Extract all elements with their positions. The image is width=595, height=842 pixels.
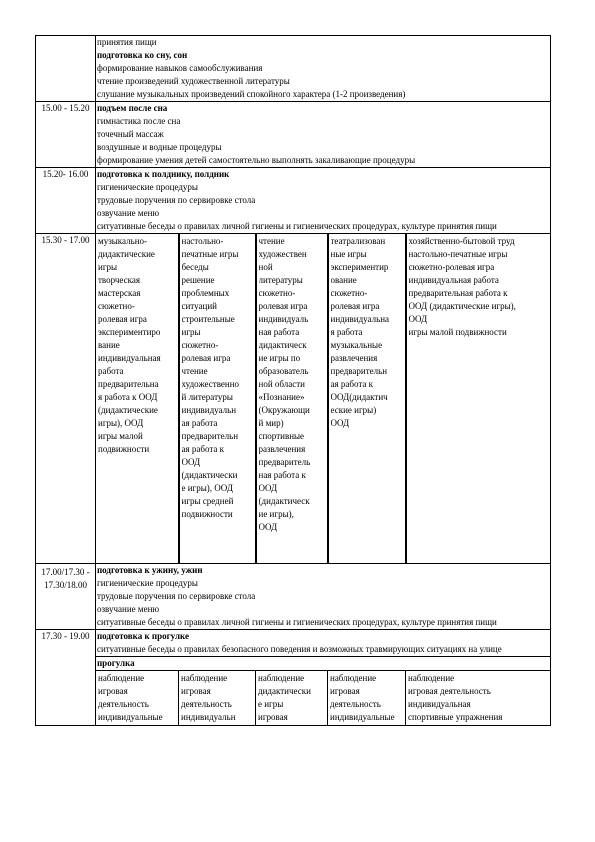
column-line: художествен	[258, 249, 307, 259]
column-line: индивидуальная	[408, 699, 471, 709]
row-walk-prep	[36, 630, 551, 657]
column-line: театрализован	[330, 236, 386, 246]
column-line: художественно	[181, 379, 240, 389]
column-line: ООД	[181, 457, 201, 467]
column-line: ролевая игра	[258, 301, 308, 311]
column-line: сюжетно-	[181, 340, 219, 350]
column-line: литературы	[258, 275, 303, 285]
column-line: предварительная работа к	[408, 288, 508, 298]
column-line: ие игры по	[258, 353, 301, 363]
column-line: игры малой подвижности	[408, 327, 507, 337]
column-line: предварительн	[181, 431, 239, 441]
weekday-column-4	[328, 234, 406, 564]
column-line: (дидактически	[181, 470, 238, 480]
activity-line: озвучание меню	[97, 208, 160, 218]
activity-line: трудовые поручения по сервировке стола	[97, 591, 256, 601]
column-line: ной	[258, 262, 273, 272]
weekday-column-2	[179, 234, 256, 564]
column-line: ролевая игра	[98, 314, 147, 324]
activity-line: формирование умения детей самостоятельно выполнять закаливающие процедуры	[97, 155, 416, 165]
column-line: (дидактические	[98, 405, 158, 415]
column-line: (Окружающи	[258, 405, 310, 415]
column-line: чтение	[181, 366, 208, 376]
column-line: я работа	[330, 327, 363, 337]
column-line: й литературы	[181, 392, 233, 402]
column-line: еские игры)	[330, 405, 377, 415]
column-line: ООД	[330, 418, 350, 428]
time-cell: 17.00/17.30 - 17.30/18.00	[36, 564, 96, 630]
column-line: ООД	[258, 483, 278, 493]
column-line: игры средней	[181, 496, 234, 506]
row-afternoon-activities	[36, 234, 551, 564]
row-sleep	[36, 36, 551, 102]
activity-heading: подготовка к прогулке	[97, 631, 189, 641]
column-line: индивидуальн	[181, 712, 236, 722]
column-line: чтение	[258, 236, 285, 246]
activity-line: гигиенические процедуры	[97, 182, 198, 192]
activity-heading: подъем после сна	[97, 103, 168, 113]
column-line: ООД(дидактич	[330, 392, 388, 402]
activity-line: чтение произведений художественной литературы	[97, 76, 290, 86]
activity-heading: подготовка к ужину, ужин	[97, 565, 203, 575]
activities-cell	[96, 564, 551, 630]
column-line: экспериментир	[330, 262, 389, 272]
column-line: сюжетно-	[98, 301, 135, 311]
schedule-page	[35, 35, 550, 726]
activity-line: ситуативные беседы о правилах личной гигиены и гигиенических процедурах, культуре принятия пищи	[97, 617, 497, 627]
column-line: ООД	[258, 522, 278, 532]
column-line: индивидуальные	[98, 712, 163, 722]
activity-heading: подготовка ко сну, сон	[97, 50, 188, 60]
column-line: ование	[330, 275, 357, 285]
column-line: ная работа к	[258, 470, 306, 480]
walk-column-3	[256, 671, 328, 726]
column-line: настольно-печатные игры	[408, 249, 508, 259]
activities-cell	[96, 168, 551, 234]
activity-line: принятия пищи	[97, 37, 157, 47]
column-line: (дидактическ	[258, 496, 310, 506]
activity-line: формирование навыков самообслуживания	[97, 63, 263, 73]
weekday-column-3	[256, 234, 328, 564]
walk-column-5	[406, 671, 551, 726]
column-line: предваритель	[258, 457, 311, 467]
row-walk-heading	[36, 657, 551, 671]
column-line: экспериментиро	[98, 327, 161, 337]
column-line: й мир)	[258, 418, 284, 428]
column-line: сюжетно-	[258, 288, 296, 298]
column-line: наблюдение	[408, 673, 455, 683]
activity-line: гигиенические процедуры	[97, 578, 198, 588]
column-line: предварительн	[330, 366, 388, 376]
column-line: игровая	[181, 686, 211, 696]
weekday-column-5	[406, 234, 551, 564]
column-line: ные игры	[330, 249, 367, 259]
column-line: печатные игры	[181, 249, 239, 259]
column-line: спортивные упражнения	[408, 712, 503, 722]
column-line: наблюдение	[181, 673, 228, 683]
column-line: творческая	[98, 275, 141, 285]
column-line: деятельность	[181, 699, 232, 709]
column-line: наблюдение	[98, 673, 145, 683]
column-line: настольно-	[181, 236, 224, 246]
walk-column-2	[179, 671, 256, 726]
column-line: индивидуальные	[330, 712, 395, 722]
activity-line: гимнастика после сна	[97, 116, 181, 126]
column-line: игровая	[330, 686, 360, 696]
column-line: индивидуальна	[330, 314, 390, 324]
activity-line: слушание музыкальных произведений спокойного характера (1-2 произведения)	[97, 89, 406, 99]
column-line: сюжетно-ролевая игра	[408, 262, 495, 272]
column-line: беседы	[181, 262, 209, 272]
column-line: наблюдение	[258, 673, 305, 683]
column-line: я работа к ООД	[98, 392, 158, 402]
column-line: ООД (дидактические игры),	[408, 301, 516, 311]
column-line: деятельность	[330, 699, 381, 709]
column-line: «Познание»	[258, 392, 305, 402]
column-line: строительные	[181, 314, 235, 324]
column-line: спортивные	[258, 431, 305, 441]
column-line: ая работа	[181, 418, 218, 428]
walk-heading: прогулка	[96, 657, 551, 671]
column-line: игры	[98, 262, 118, 272]
column-line: ролевая игра	[181, 353, 231, 363]
column-line: решение	[181, 275, 215, 285]
time-cell	[36, 36, 96, 102]
column-line: ролевая игра	[330, 301, 380, 311]
column-line: дидактические	[98, 249, 155, 259]
column-line: е игры	[258, 699, 284, 709]
column-line: индивидуальн	[181, 405, 237, 415]
column-line: е игры), ООД	[181, 483, 233, 493]
column-line: ие игры),	[258, 509, 294, 519]
column-line: индивидуаль	[258, 314, 309, 324]
activities-cell	[96, 36, 551, 102]
activity-heading: подготовка к полднику, полдник	[97, 169, 230, 179]
column-line: проблемных	[181, 288, 230, 298]
column-line: предварительна	[98, 379, 159, 389]
column-line: музыкально-	[98, 236, 148, 246]
column-line: хозяйственно-бытовой труд	[408, 236, 515, 246]
column-line: вание	[98, 340, 120, 350]
time-cell: 15.30 - 17.00	[36, 234, 96, 564]
activity-line: ситуативные беседы о правилах безопасного поведения и возможных травмирующих ситуациях на улице	[97, 644, 502, 654]
activity-line: озвучание меню	[97, 604, 160, 614]
column-line: индивидуальная работа	[408, 275, 499, 285]
column-line: образователь	[258, 366, 309, 376]
time-cell: 17.30 - 19.00	[36, 630, 96, 726]
weekday-column-1	[96, 234, 179, 564]
walk-column-1	[96, 671, 179, 726]
time-cell: 15.20- 16.00	[36, 168, 96, 234]
column-line: дидактически	[258, 686, 311, 696]
column-line: подвижности	[98, 444, 150, 454]
column-line: игровая деятельность	[408, 686, 491, 696]
column-line: развлечения	[330, 353, 378, 363]
column-line: сюжетно-	[330, 288, 368, 298]
column-line: ситуаций	[181, 301, 217, 311]
activity-line: точечный массаж	[97, 129, 164, 139]
activity-line: трудовые поручения по сервировке стола	[97, 195, 256, 205]
column-line: ная работа	[258, 327, 300, 337]
daily-routine-table	[35, 35, 551, 726]
column-line: наблюдение	[330, 673, 377, 683]
column-line: игры	[181, 327, 201, 337]
activity-line: ситуативные беседы о правилах личной гигиены и гигиенических процедурах, культуре принятия пищи	[97, 221, 497, 231]
column-line: дидактическ	[258, 340, 307, 350]
row-snack	[36, 168, 551, 234]
column-line: игровая	[258, 712, 288, 722]
walk-column-4	[328, 671, 406, 726]
column-line: ая работа к	[330, 379, 373, 389]
row-dinner	[36, 564, 551, 630]
column-line: игры), ООД	[98, 418, 144, 428]
column-line: развлечения	[258, 444, 306, 454]
column-line: мастерская	[98, 288, 141, 298]
activities-cell	[96, 102, 551, 168]
column-line: ООД	[408, 314, 428, 324]
column-line: индивидуальная	[98, 353, 161, 363]
column-line: подвижности	[181, 509, 233, 519]
time-cell: 15.00 - 15.20	[36, 102, 96, 168]
activities-cell	[96, 630, 551, 657]
column-line: работа	[98, 366, 124, 376]
column-line: игровая	[98, 686, 128, 696]
activity-line: воздушные и водные процедуры	[97, 142, 222, 152]
column-line: игры малой	[98, 431, 143, 441]
row-wakeup	[36, 102, 551, 168]
row-walk-activities	[36, 671, 551, 726]
column-line: музыкальные	[330, 340, 383, 350]
column-line: деятельность	[98, 699, 149, 709]
column-line: ной области	[258, 379, 305, 389]
column-line: ая работа к	[181, 444, 224, 454]
